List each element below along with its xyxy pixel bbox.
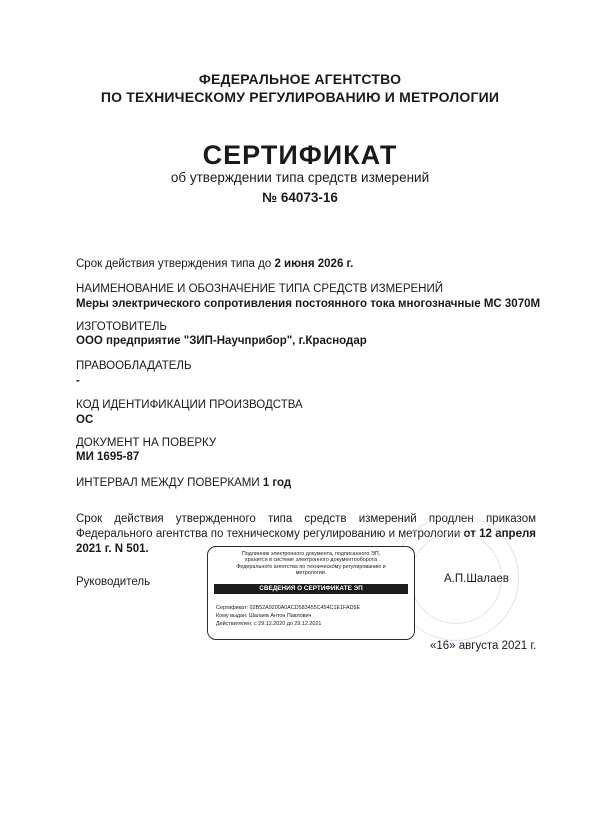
verification-document-label: ДОКУМЕНТ НА ПОВЕРКУ xyxy=(76,437,217,449)
e-signature-notice xyxy=(214,551,408,576)
production-code-value: ОС xyxy=(76,414,94,426)
e-signature-header-bar: СВЕДЕНИЯ О СЕРТИФИКАТЕ ЭП xyxy=(214,584,408,594)
validity-label: Срок действия утверждения типа до xyxy=(76,258,272,270)
signature-date: «16» августа 2021 г. xyxy=(430,640,537,652)
certificate-subtitle: об утверждении типа средств измерений xyxy=(170,170,430,185)
signatory-name: А.П.Шалаев xyxy=(444,573,509,585)
rights-holder-label: ПРАВООБЛАДАТЕЛЬ xyxy=(76,360,192,372)
e-signature-certificate-value: 02B52A9200A0ACD583455C454C1E1FAD5E xyxy=(249,605,361,611)
agency-name-line1: ФЕДЕРАЛЬНОЕ АГЕНТСТВО xyxy=(198,71,402,87)
e-signature-certificate-row xyxy=(216,605,360,611)
e-signature-notice-line1: Подлинник электронного документа, подписанного ЭП, xyxy=(241,551,381,557)
signatory-role: Руководитель xyxy=(76,576,151,588)
e-signature-certificate-label: Сертификат: xyxy=(216,605,249,611)
electronic-signature-stamp xyxy=(207,546,415,640)
verification-interval xyxy=(76,477,291,489)
e-signature-issued-value: Шалаев Антон Павлович xyxy=(248,613,312,619)
production-code-label: КОД ИДЕНТИФИКАЦИИ ПРОИЗВОДСТВА xyxy=(76,399,303,411)
validity-line xyxy=(76,258,353,270)
e-signature-issued-label: Кому выдан: xyxy=(216,613,248,619)
validity-date: 2 июня 2026 г. xyxy=(274,258,354,270)
e-signature-valid-label: Действителен: xyxy=(216,621,253,627)
e-signature-notice-line2: хранится в системе электронного документооборота xyxy=(244,557,378,564)
e-signature-notice-line4: метрологии. xyxy=(295,569,327,576)
extension-line2-text: агентства по техническому регулированию и метрологии xyxy=(155,528,461,540)
certificate-title: СЕРТИФИКАТ xyxy=(202,140,398,170)
manufacturer-label: ИЗГОТОВИТЕЛЬ xyxy=(76,321,167,333)
extension-order-date: от 12 апреля 2021 г. N 501. xyxy=(76,528,536,555)
agency-name-line2: ПО ТЕХНИЧЕСКОМУ РЕГУЛИРОВАНИЮ И МЕТРОЛОГИИ xyxy=(100,89,500,105)
e-signature-valid-value: с 29.12.2020 до 29.12.2021 xyxy=(254,621,322,627)
type-name-label: НАИМЕНОВАНИЕ И ОБОЗНАЧЕНИЕ ТИПА СРЕДСТВ ИЗМЕРЕНИЙ xyxy=(76,283,444,295)
rights-holder-value: - xyxy=(76,375,80,387)
verification-interval-value: 1 год xyxy=(262,477,292,489)
manufacturer-value: ООО предприятие "ЗИП-Научприбор", г.Краснодар xyxy=(76,335,367,347)
verification-interval-label: ИНТЕРВАЛ МЕЖДУ ПОВЕРКАМИ xyxy=(76,477,260,489)
extension-line1: Срок действия утвержденного типа средств измерений продлен приказом Федерального xyxy=(76,513,536,540)
e-signature-notice-line3: Федерального агентства по техническому регулированию и xyxy=(236,563,386,570)
type-name-value: Меры электрического сопротивления постоянного тока многозначные МС 3070М xyxy=(76,298,541,310)
verification-document-value: МИ 1695-87 xyxy=(76,451,140,463)
e-signature-issued-row xyxy=(216,613,311,619)
e-signature-valid-row xyxy=(216,621,321,627)
certificate-number: № 64073-16 xyxy=(262,190,338,205)
